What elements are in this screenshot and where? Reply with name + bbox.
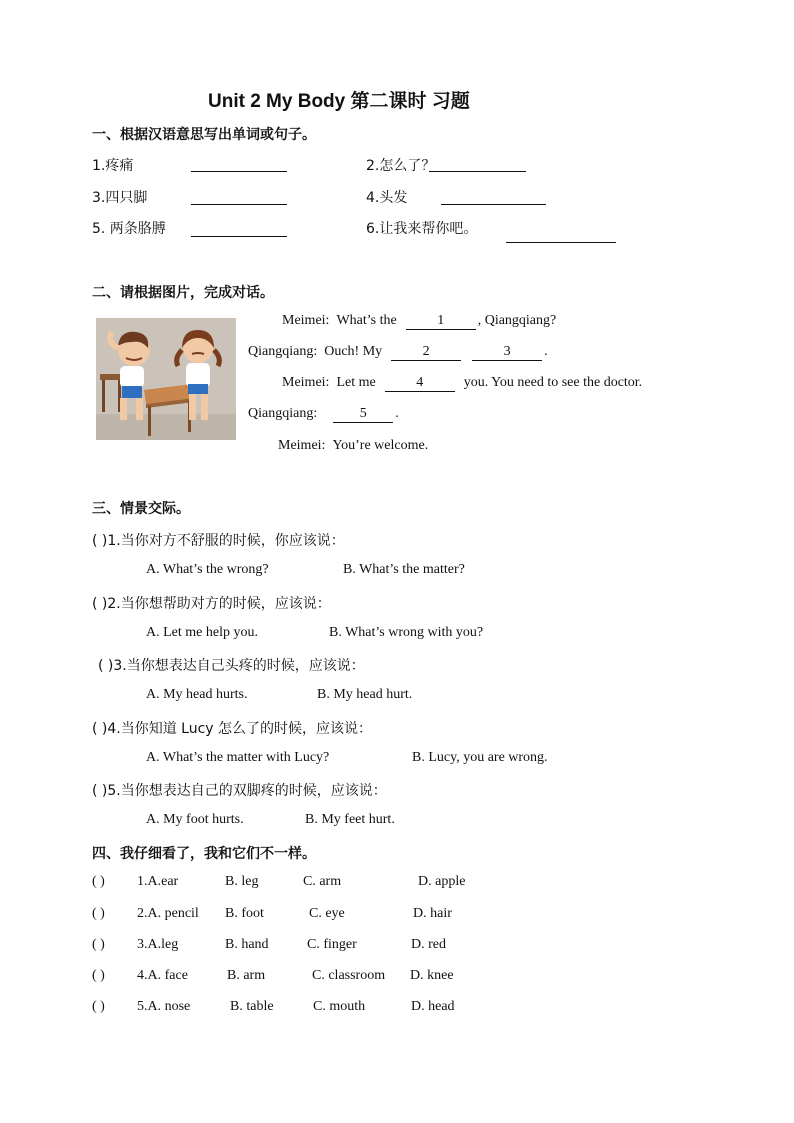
s1-item-3: 3.四只脚 bbox=[92, 190, 148, 206]
s3-question-2[interactable]: ( )2.当你想帮助对方的时候，应该说： bbox=[92, 596, 331, 612]
s4-row-1-d: D. apple bbox=[418, 874, 466, 889]
s3-option-1a[interactable]: A. What’s the wrong? bbox=[146, 562, 269, 577]
s4-row-5-b: B. table bbox=[230, 999, 274, 1014]
s4-row-5-c: C. mouth bbox=[313, 999, 366, 1014]
s1-item-5: 5. 两条胳膊 bbox=[92, 221, 166, 237]
s4-row-5-d: D. head bbox=[411, 999, 455, 1014]
s4-row-5-a: 5.A. nose bbox=[137, 999, 191, 1014]
s1-answer-line-5[interactable] bbox=[191, 236, 287, 237]
s1-answer-line-4[interactable] bbox=[441, 204, 546, 205]
s1-item-2: 2.怎么了？ bbox=[366, 158, 436, 174]
s4-row-3-a: 3.A.leg bbox=[137, 937, 179, 952]
s3-option-3a[interactable]: A. My head hurts. bbox=[146, 687, 248, 702]
s4-row-3-d: D. red bbox=[411, 937, 446, 952]
s1-answer-line-2[interactable] bbox=[429, 171, 526, 172]
dialogue-blank-3[interactable]: 3 bbox=[472, 344, 542, 361]
s4-row-4-b: B. arm bbox=[227, 968, 266, 983]
s4-row-2-paren[interactable]: ( ) bbox=[92, 906, 105, 921]
section-4-heading: 四、我仔细看了，我和它们不一样。 bbox=[92, 846, 316, 862]
s1-item-6: 6.让我来帮你吧。 bbox=[366, 221, 478, 237]
dialogue-blank-1[interactable]: 1 bbox=[406, 313, 476, 330]
s1-item-4: 4.头发 bbox=[366, 190, 408, 206]
s3-question-1[interactable]: ( )1.当你对方不舒服的时候，你应该说： bbox=[92, 533, 345, 549]
s1-item-1: 1.疼痛 bbox=[92, 158, 134, 174]
speaker-qiangqiang: Qiangqiang: bbox=[248, 344, 318, 359]
s3-option-2a[interactable]: A. Let me help you. bbox=[146, 625, 258, 640]
s4-row-2-c: C. eye bbox=[309, 906, 345, 921]
dialogue-line-2: Qiangqiang: Ouch! My 2 3 . bbox=[248, 344, 548, 359]
s4-row-1-paren[interactable]: ( ) bbox=[92, 874, 105, 889]
s4-row-2-b: B. foot bbox=[225, 906, 264, 921]
speaker-qiangqiang: Qiangqiang: bbox=[248, 406, 318, 421]
s4-row-1-c: C. arm bbox=[303, 874, 342, 889]
s3-option-5a[interactable]: A. My foot hurts. bbox=[146, 812, 244, 827]
s1-answer-line-1[interactable] bbox=[191, 171, 287, 172]
dialogue-line-5: Meimei: You’re welcome. bbox=[278, 438, 429, 453]
dialogue-blank-4[interactable]: 4 bbox=[385, 375, 455, 392]
s4-row-2-d: D. hair bbox=[413, 906, 452, 921]
speaker-meimei: Meimei: bbox=[278, 438, 326, 453]
dialogue-illustration bbox=[96, 318, 236, 440]
dialogue-blank-5[interactable]: 5 bbox=[333, 406, 393, 423]
section-2-heading: 二、请根据图片，完成对话。 bbox=[92, 285, 274, 301]
dialogue-line-1: Meimei: What’s the 1 , Qiangqiang? bbox=[282, 313, 557, 328]
s3-option-4b[interactable]: B. Lucy, you are wrong. bbox=[412, 750, 548, 765]
s3-option-2b[interactable]: B. What’s wrong with you? bbox=[329, 625, 484, 640]
s3-question-3[interactable]: ( )3.当你想表达自己头疼的时候，应该说： bbox=[98, 658, 365, 674]
s4-row-1-a: 1.A.ear bbox=[137, 874, 179, 889]
s4-row-3-b: B. hand bbox=[225, 937, 269, 952]
dialogue-line-4: Qiangqiang: 5 . bbox=[248, 406, 399, 421]
s4-row-2-a: 2.A. pencil bbox=[137, 906, 199, 921]
s3-option-4a[interactable]: A. What’s the matter with Lucy? bbox=[146, 750, 330, 765]
s4-row-4-paren[interactable]: ( ) bbox=[92, 968, 105, 983]
s4-row-3-c: C. finger bbox=[307, 937, 357, 952]
s3-question-4[interactable]: ( )4.当你知道 Lucy 怎么了的时候，应该说： bbox=[92, 721, 373, 737]
dialogue-blank-2[interactable]: 2 bbox=[391, 344, 461, 361]
dialogue-line-3: Meimei: Let me 4 you. You need to see the doctor. bbox=[282, 375, 643, 390]
speaker-meimei: Meimei: bbox=[282, 313, 330, 328]
speaker-meimei: Meimei: bbox=[282, 375, 330, 390]
s3-question-5[interactable]: ( )5.当你想表达自己的双脚疼的时候，应该说： bbox=[92, 783, 387, 799]
page-title: Unit 2 My Body 第二课时 习题 bbox=[208, 91, 470, 112]
s4-row-4-c: C. classroom bbox=[312, 968, 386, 983]
section-3-heading: 三、情景交际。 bbox=[92, 501, 190, 517]
s4-row-5-paren[interactable]: ( ) bbox=[92, 999, 105, 1014]
s4-row-4-d: D. knee bbox=[410, 968, 454, 983]
s3-option-3b[interactable]: B. My head hurt. bbox=[317, 687, 413, 702]
s3-option-5b[interactable]: B. My feet hurt. bbox=[305, 812, 395, 827]
section-1-heading: 一、根据汉语意思写出单词或句子。 bbox=[92, 127, 316, 143]
s1-answer-line-3[interactable] bbox=[191, 204, 287, 205]
s4-row-3-paren[interactable]: ( ) bbox=[92, 937, 105, 952]
s3-option-1b[interactable]: B. What’s the matter? bbox=[343, 562, 465, 577]
s4-row-1-b: B. leg bbox=[225, 874, 259, 889]
s1-answer-line-6[interactable] bbox=[506, 242, 616, 243]
s4-row-4-a: 4.A. face bbox=[137, 968, 188, 983]
